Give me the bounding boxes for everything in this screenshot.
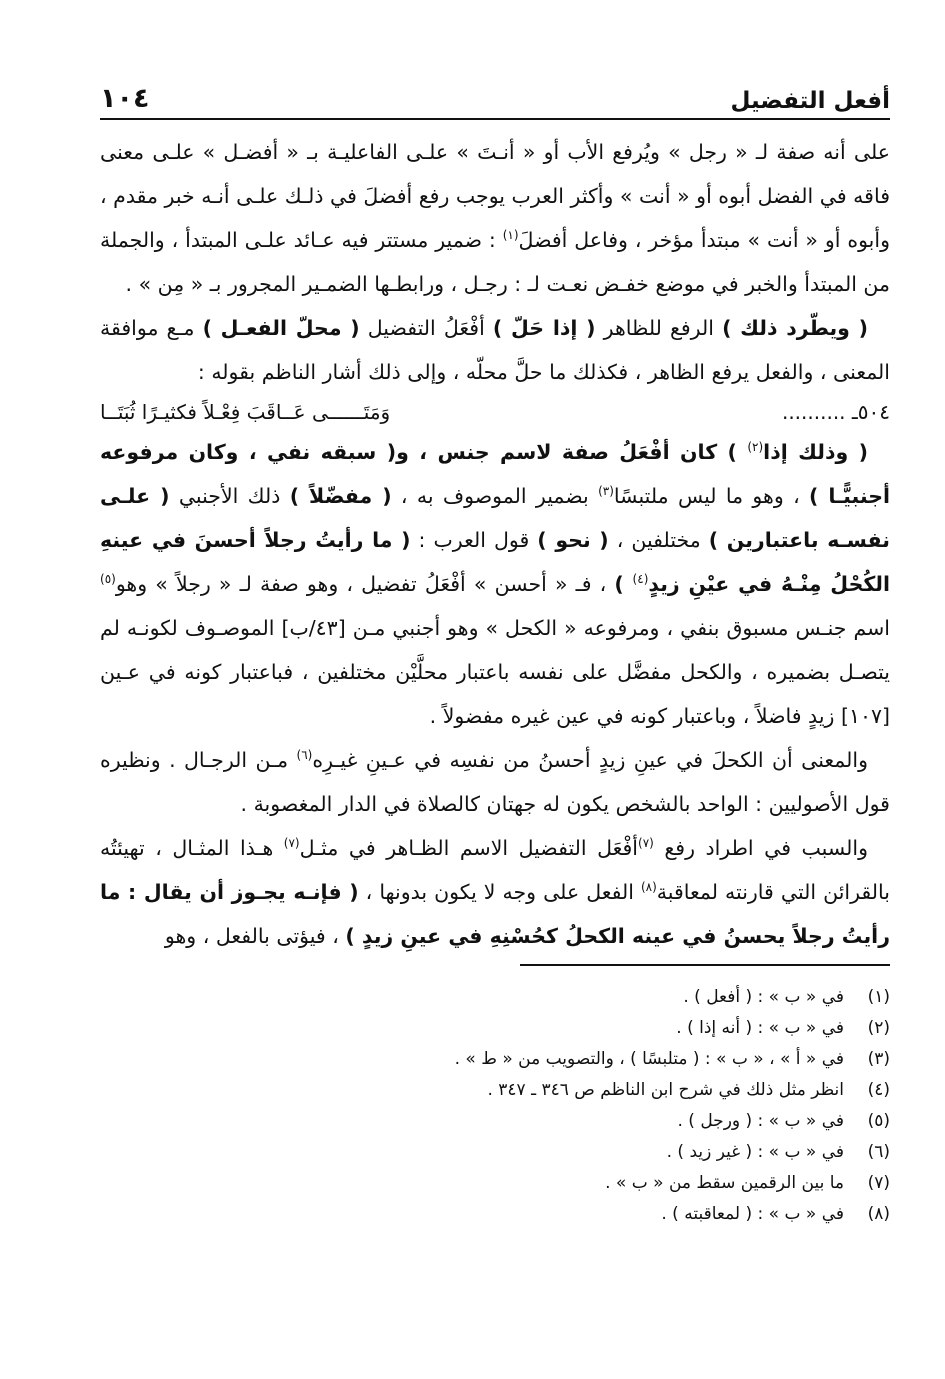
- paragraph-2: ( ويطّرد ذلك ) الرفع للظاهر ( إذا حَلّ ) أفْعَلُ التفضيل ( محلّ الفعـل ) مـع موافقة المعنى ، والفعل يرفع الظاهر ، فكذلك ما حلَّ محلّه ، وإلى ذلك أشار الناظم بقوله :: [100, 316, 890, 384]
- footnote-2: (٢) في « ب » : ( أنه إذا ) .: [676, 1018, 890, 1038]
- page-number: ١٠٤: [100, 83, 150, 114]
- footnote-1: (١) في « ب » : ( أفعل ) .: [683, 987, 890, 1007]
- paragraph-1: على أنه صفة لـ « رجل » ويُرفع الأب أو « أنـتَ » علـى الفاعليـة بـ « أفضـل » علـى معنى فاقه في الفضل أبوه أو « أنت » وأكثر العرب يوجب رفع أفضلَ في ذلـك علـى أنـه خبر مقدم ، وأبوه أو « أنت » مبتدأ مؤخر ، وفاعل أفضلَ$^{(١)}$ : ضمير مستتر فيه عـائد علـى المبتدأ ، والجملة من المبتدأ والخبر في موضع خفـض نعـت لـ : رجـل ، ورابطـها الضمـير المجرور بـ « مِن » .: [100, 140, 890, 296]
- main-text: [100, 130, 890, 958]
- footnote-separator: [520, 964, 890, 966]
- paragraph-5: والسبب في اطراد رفع $^{(٧)}$أفْعَل التفضيل الاسم الظـاهر في مثـل$^{(٧)}$ هـذا المثـال ، تهيئتُه بالقرائن التي قارنته لمعاقبة$^{(٨)}$ الفعل على وجه لا يكون بدونها ، ( فإنـه يجـوز أن يقال : ما رأيتُ رجلاً يحسنُ في عينه الكحلُ كحُسْنِهِ في عينِ زيدٍ ) ، فيؤتى بالفعل ، وهو: [100, 836, 890, 948]
- verse-line: [100, 394, 890, 430]
- footnote-3: (٣) في « أ » ، « ب » : ( متلبسًا ) ، والتصويب من « ط » .: [454, 1049, 890, 1069]
- paragraph-4: والمعنى أن الكحلَ في عينِ زيدٍ أحسنُ من نفسِه في عـينِ غيـرِه$^{(٦)}$ مـن الرجـال . ونظيره قول الأصوليين : الواحد بالشخص يكون له جهتان كالصلاة في الدار المغصوبة .: [100, 748, 890, 816]
- footnote-5: (٥) في « ب » : ( ورجل ) .: [677, 1111, 890, 1131]
- running-title: أفعل التفضيل: [730, 88, 890, 114]
- footnote-7: (٧) ما بين الرقمين سقط من « ب » .: [605, 1173, 890, 1193]
- book-page: [100, 80, 890, 1350]
- footnote-ref: (١): [502, 228, 519, 243]
- verse-number: ٥٠٤ـ ..........: [781, 400, 890, 424]
- paragraph-3: ( وذلك إذا$^{(٢)}$ ) كان أفْعَلُ صفة لاسم جنس ، و( سبقه نفي ، وكان مرفوعه أجنبيًّـا ) ، وهو ما ليس ملتبسًا$^{(٣)}$ بضمير الموصوف به ، ( مفضّلاً ) ذلك الأجنبي ( علـى نفسـه باعتبارين ) مختلفين ، ( نحو ) قول العرب : ( ما رأيتُ رجلاً أحسنَ في عينهِ الكُحْلُ مِنْـهُ في عيْنِ زيدٍ$^{(٤)}$ ) ، فـ « أحسن » أفْعَلُ تفضيل ، وهو صفة لـ « رجلاً » وهو$^{(٥)}$ اسم جنـس مسبوق بنفي ، ومرفوعه « الكحل » وهو أجنبي مـن [٤٣/ب] الموصـوف لكونـه لم يتصـل بضميره ، والكحل مفضَّل على نفسه باعتبار محلَّيْن مختلفين ، فباعتبار كونه في عـين [١٠٧] زيدٍ فاضلاً ، وباعتبار كونه في عين غيره مفضولاً .: [100, 440, 890, 728]
- page-header: [100, 80, 890, 120]
- footnote-4: (٤) انظر مثل ذلك في شرح ابن الناظم ص ٣٤٦ ـ ٣٤٧ .: [487, 1080, 890, 1100]
- verse-text: وَمَتَــــــى عَــاقَبَ فِعْـلاً فكثيـرًا ثُبَتَــا: [100, 400, 391, 424]
- footnote-8: (٨) في « ب » : ( لمعاقبته ) .: [661, 1204, 890, 1224]
- footnote-6: (٦) في « ب » : ( غير زيد ) .: [666, 1142, 890, 1162]
- footnotes: [100, 982, 890, 1230]
